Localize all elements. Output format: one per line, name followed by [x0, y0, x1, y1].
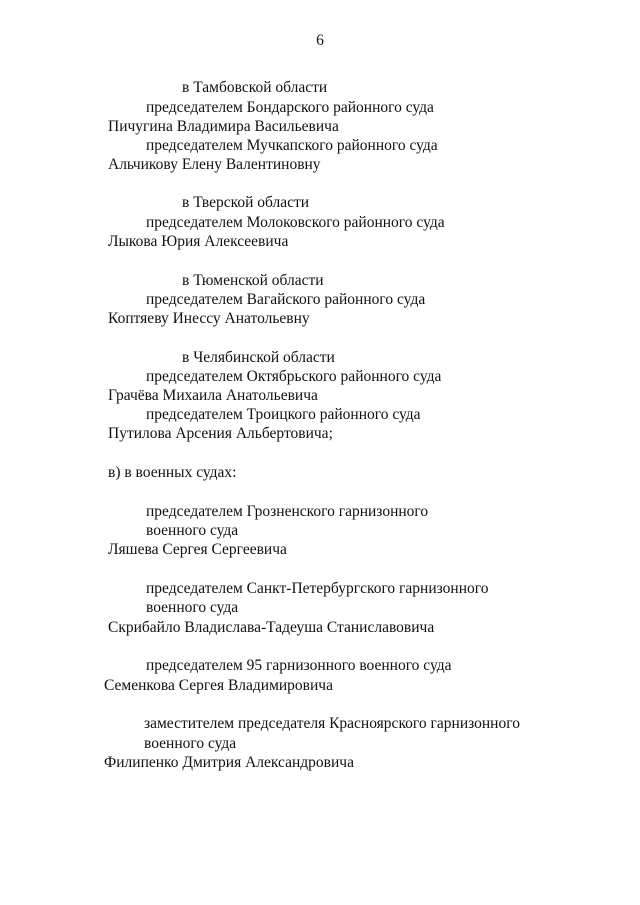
position-oktyabrsky-court: председателем Октябрьского районного суда: [146, 368, 442, 385]
position-grozny-garrison-line2: военного суда: [146, 522, 239, 539]
person-alchikova: Альчикову Елену Валентиновну: [108, 156, 321, 173]
person-pichugin: Пичугина Владимира Васильевича: [108, 118, 339, 135]
position-molokovsky-court: председателем Молоковского районного суда: [146, 214, 445, 231]
position-grozny-garrison-line1: председателем Грозненского гарнизонного: [146, 503, 429, 520]
person-semenkov: Семенкова Сергея Владимировича: [104, 677, 333, 694]
person-koptyaeva: Коптяеву Инессу Анатольевну: [108, 310, 310, 327]
person-grachev: Грачёва Михаила Анатольевича: [108, 387, 318, 404]
person-putilov: Путилова Арсения Альбертовича;: [108, 425, 333, 442]
position-krasnoyarsk-garrison-line2: военного суда: [144, 735, 237, 752]
position-spb-garrison-line1: председателем Санкт-Петербургского гарнизонного: [146, 580, 489, 597]
position-bondarsky-court: председателем Бондарского районного суда: [146, 99, 434, 116]
region-heading-tambov: в Тамбовской области: [182, 79, 328, 96]
military-courts-heading: в) в военных судах:: [108, 464, 237, 481]
region-heading-chelyabinsk: в Челябинской области: [182, 349, 335, 366]
person-filipenko: Филипенко Дмитрия Александровича: [104, 754, 354, 771]
position-troitsky-court: председателем Троицкого районного суда: [146, 406, 421, 423]
position-muchkapsky-court: председателем Мучкапского районного суда: [146, 137, 438, 154]
region-heading-tyumen: в Тюменской области: [182, 272, 324, 289]
person-lyashev: Ляшева Сергея Сергеевича: [108, 541, 287, 558]
region-heading-tver: в Тверской области: [182, 194, 310, 211]
person-skribaylo: Скрибайло Владислава-Тадеуша Станиславовича: [108, 619, 435, 636]
page-number: 6: [316, 32, 324, 49]
person-lykov: Лыкова Юрия Алексеевича: [108, 233, 289, 250]
position-krasnoyarsk-garrison-line1: заместителем председателя Красноярского гарнизонного: [144, 715, 520, 732]
position-vagaysky-court: председателем Вагайского районного суда: [146, 291, 426, 308]
position-95-garrison: председателем 95 гарнизонного военного суда: [146, 657, 452, 674]
position-spb-garrison-line2: военного суда: [146, 599, 239, 616]
